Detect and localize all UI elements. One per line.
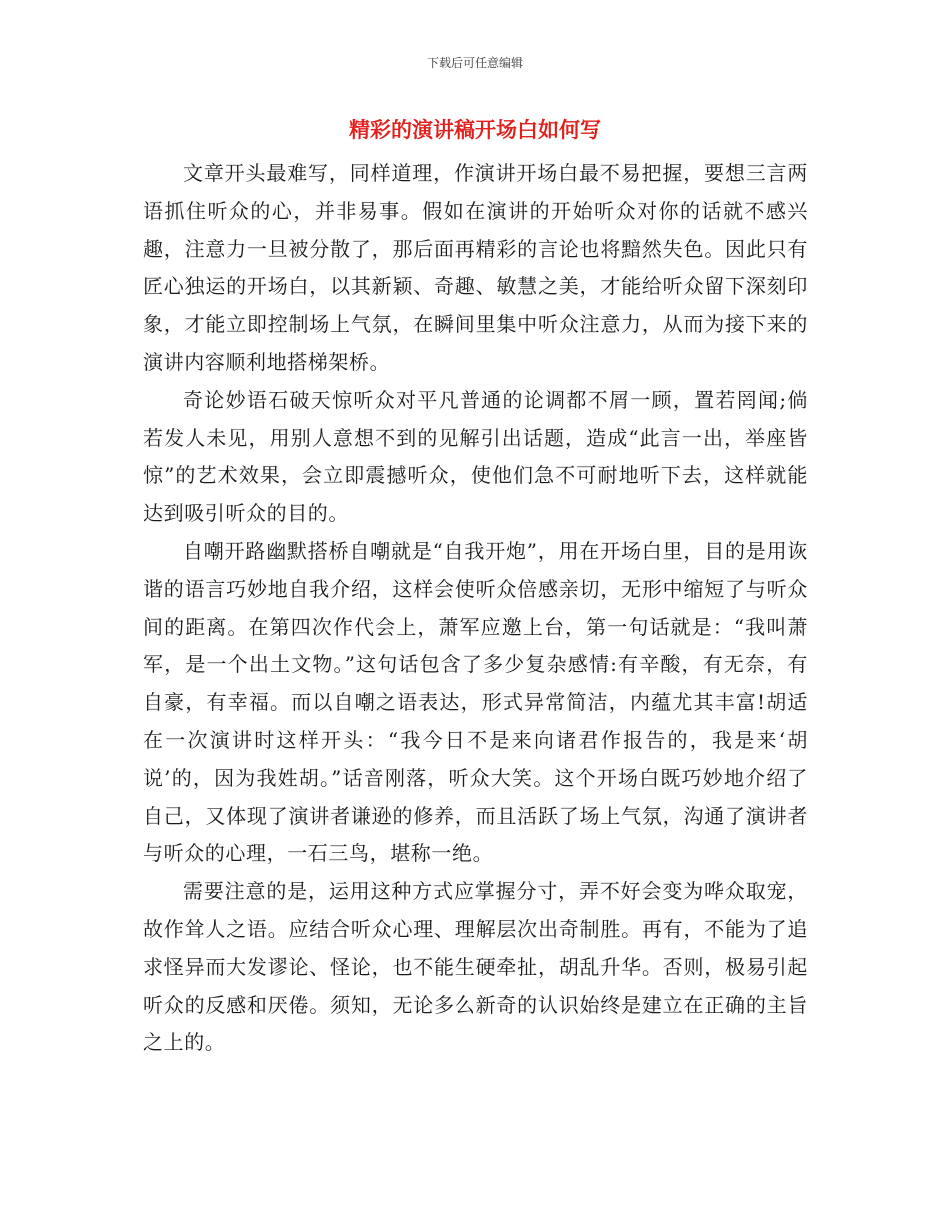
paragraph-caution: 需要注意的是，运用这种方式应掌握分寸，弄不好会变为哗众取宠，故作耸人之语。应结合听众心理、理解层次出奇制胜。再有，不能为了追求怪异而大发谬论、怪论，也不能生硬牵扯，胡乱升华。否则，极易引起听众的反感和厌倦。须知，无论多么新奇的认识始终是建立在正确的主旨之上的。: [143, 879, 808, 1055]
paragraph-intro: 文章开头最难写，同样道理，作演讲开场白最不易把握，要想三言两语抓住听众的心，并非易事。假如在演讲的开始听众对你的话就不感兴趣，注意力一旦被分散了，那后面再精彩的言论也将黯然失色。因此只有匠心独运的开场白，以其新颖、奇趣、敏慧之美，才能给听众留下深刻印象，才能立即控制场上气氛，在瞬间里集中听众注意力，从而为接下来的演讲内容顺利地搭梯架桥。: [143, 161, 808, 374]
document-body: [143, 155, 808, 1062]
document-title: 精彩的演讲稿开场白如何写: [349, 118, 601, 142]
paragraph-paradox: 奇论妙语石破天惊听众对平凡普通的论调都不屑一顾，置若罔闻;倘若发人未见，用别人意想不到的见解引出话题，造成“此言一出，举座皆惊”的艺术效果，会立即震撼听众，使他们急不可耐地听下去，这样就能达到吸引听众的目的。: [143, 387, 808, 526]
paragraph-self-mockery: 自嘲开路幽默搭桥自嘲就是“自我开炮”，用在开场白里，目的是用诙谐的语言巧妙地自我介绍，这样会使听众倍感亲切，无形中缩短了与听众间的距离。在第四次作代会上，萧军应邀上台，第一句话就是：“我叫萧军，是一个出土文物。”这句话包含了多少复杂感情:有辛酸，有无奈，有自豪，有幸福。而以自嘲之语表达，形式异常简洁，内蕴尤其丰富!胡适在一次演讲时这样开头：“我今日不是来向诸君作报告的，我是来‘胡说’的，因为我姓胡。”话音刚落，听众大笑。这个开场白既巧妙地介绍了自己，又体现了演讲者谦逊的修养，而且活跃了场上气氛，沟通了演讲者与听众的心理，一石三鸟，堪称一绝。: [143, 538, 808, 866]
header-note: 下载后可任意编辑: [426, 56, 523, 70]
